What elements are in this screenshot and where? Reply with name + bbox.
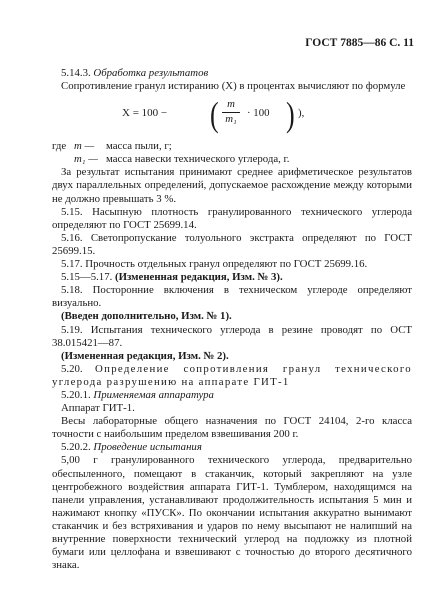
paragraph-5-18: 5.18. Посторонние включения в техническом углероде определяют визуально. [52, 284, 412, 310]
amendment-note: (Измененная редакция, Изм. № 3). [115, 271, 283, 284]
formula [52, 94, 412, 138]
section-heading-5-20-2 [52, 441, 412, 454]
definition-row [52, 153, 412, 166]
formula-tail: · 100 [247, 107, 270, 120]
section-number: 5.14.3. [61, 67, 91, 79]
formula-open-paren: ( [210, 94, 219, 135]
amendment-note-2: (Измененная редакция, Изм. № 2). [61, 349, 229, 362]
definition-row [52, 140, 412, 153]
formula-close-paren: ) [286, 94, 295, 135]
paragraph-apparatus: Аппарат ГИТ-1. [61, 402, 135, 415]
formula-lhs: X = 100 − [122, 107, 168, 120]
formula-fraction [222, 98, 240, 126]
paragraph-scales: Весы лабораторные общего назначения по ГОСТ 24104, 2-го класса точности с наибольшим пределом взвешивания 200 г. [52, 415, 412, 441]
section-heading-5-14-3 [52, 67, 412, 80]
paragraph-5-15-5-17 [52, 271, 412, 284]
paragraph-result: За результат испытания принимают среднее арифметическое результатов двух параллельных определений, допускаемое расхождение между которыми не должно превышать 3 %. [52, 166, 412, 205]
section-number: 5.20.1. [61, 388, 91, 401]
formula-end: ), [298, 107, 305, 120]
paragraph-5-16: 5.16. Светопропускание толуольного экстракта определяют по ГОСТ 25699.15. [52, 231, 412, 257]
paragraph-5-17: 5.17. Прочность отдельных гранул определяют по ГОСТ 25699.16. [61, 258, 368, 271]
section-number: 5.15—5.17. [61, 271, 113, 284]
section-title: Проведение испытания [93, 441, 202, 454]
definition-symbol: m₁ — [74, 153, 98, 166]
formula-numerator: m [222, 98, 240, 113]
formula-intro: Сопротивление гранул истиранию (X) в процентах вычисляют по формуле [61, 80, 406, 93]
page-content [52, 67, 412, 572]
section-title: Обработка результатов [93, 67, 209, 79]
formula-definitions [52, 140, 412, 166]
paragraph-5-15: 5.15. Насыпную плотность гранулированного технического углерода определяют по ГОСТ 25699.14. [52, 205, 412, 231]
section-title: Определение сопротивления гранул технического углерода разрушению на аппарате ГИТ-1 [52, 362, 413, 388]
amendment-note-added: (Введен дополнительно, Изм. № 1). [61, 310, 232, 323]
section-title: Применяемая аппаратура [93, 388, 214, 401]
section-number: 5.20. [61, 362, 83, 375]
definition-text: масса пыли, г; [106, 140, 172, 153]
page-header: ГОСТ 7885—86 С. 11 [305, 37, 414, 49]
formula-denominator: m₁ [225, 113, 237, 126]
definition-lead: где [52, 140, 67, 153]
definition-text: масса навески технического углерода, г. [106, 153, 290, 166]
section-heading-5-20-1 [52, 389, 412, 402]
paragraph-5-19: 5.19. Испытания технического углерода в резине проводят по ОСТ 38.015421—87. [52, 323, 412, 349]
definition-lead [52, 153, 74, 166]
paragraph-test-procedure: 5,00 г гранулированного технического углерода, предварительно обеспыленного, помещают в стаканчик, который закрепляют на узле центробежного воздействия аппарата ГИТ-1. Тумблером, находящимся на панели управления, устанавливают продолжительность испытания 5 мин и нажимают кнопку «ПУСК». По окончании испытания аккуратно вынимают стаканчик и без встряхивания и ударов по нему высыпают не налипший на внутренние поверхности технический углерод на подложку из плотной бумаги или целлофана и взвешивают с точностью до второго десятичного знака. [52, 454, 412, 572]
section-number: 5.20.2. [61, 441, 91, 454]
definition-symbol: m — [74, 140, 95, 153]
section-heading-5-20 [52, 363, 412, 389]
